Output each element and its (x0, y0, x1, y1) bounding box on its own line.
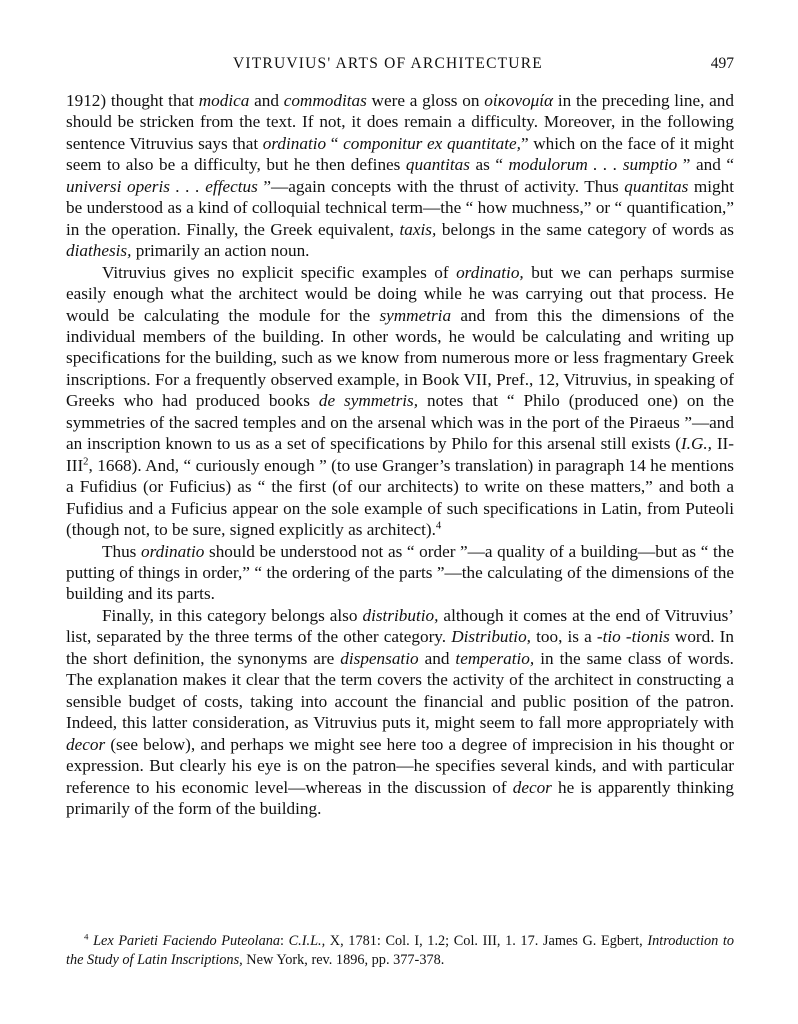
italic-term: ordinatio (141, 541, 205, 561)
italic-term: modica (198, 91, 250, 110)
text-run: and (418, 648, 456, 668)
text-run: although it comes at the end of Vitruvius’ list, separated by the three terms of the other category. (66, 605, 734, 647)
text-run: and (249, 91, 284, 110)
text-run: as “ (469, 155, 509, 175)
text-run: and from this the dimensions of the individual members of the building. In other words, he would be calculating and writing up specifications for the building, such as we know from numerous more or less fragmentary Greek inscriptions. For a frequently observed example, in Book VII, Pref., 12, Vitruvius, in speaking of Greeks who had produced books (66, 305, 734, 411)
italic-term: diathesis, (66, 241, 132, 261)
text-run: primarily an action noun. (131, 241, 310, 261)
text-run: but we can perhaps surmise easily enough what the architect would be doing while he was carrying out that process. He would be calculating the module for the (66, 262, 735, 325)
text-run: (see below), and perhaps we might see here too a degree of imprecision in his thought or expression. But clearly his eye is on the patron—he specifies several kinds, and with particular reference to his economic level—whereas in the discussion of (66, 734, 734, 797)
italic-term: de symmetris, (318, 391, 419, 411)
text-run: New York, rev. 1896, pp. 377-378. (242, 952, 445, 968)
italic-term: taxis, (399, 219, 437, 239)
italic-term: dispensatio (340, 648, 419, 668)
text-run: in the same class of words. The explanation makes it clear that the term covers the activity of the architect in constructing a sensible budget of costs, taking into account the financial and public position of the patron. Indeed, this latter consideration, as Vitruvius puts it, might seem to fall more appropriately with (66, 648, 734, 733)
italic-term: ordinatio (262, 133, 327, 153)
italic-term: commoditas (283, 91, 367, 110)
text-run: should be understood not as “ order ”—a quality of a building—but as “ the putting of things in order,” “ the ordering of the parts ”—the calculating of the dimensions of the building and its parts. (66, 541, 734, 604)
italic-term: symmetria (379, 305, 452, 325)
footnote-marker: 2 (83, 456, 89, 468)
paragraph (66, 90, 734, 262)
text-run: ” which on the face of it might seem to also be a difficulty, but he then defines (66, 133, 734, 175)
paragraph (66, 541, 734, 605)
italic-term: Distributio, (451, 627, 531, 647)
footnote-marker: 4 (84, 931, 89, 942)
text-run: word. In the short definition, the synonyms are (66, 627, 734, 668)
page-number: 497 (710, 55, 734, 72)
italic-term: C.I.L., (288, 933, 326, 949)
italic-term: decor (512, 777, 552, 797)
italic-term: temperatio, (455, 648, 535, 668)
running-title: VITRUVIUS' ARTS OF ARCHITECTURE (233, 55, 543, 72)
text-run: Vitruvius gives no explicit specific examples of (102, 262, 457, 282)
italic-term: quantitas (624, 176, 689, 196)
text-run: were a gloss on (366, 91, 485, 110)
text-run: ”—again concepts with the thrust of activity. Thus (257, 176, 625, 196)
text-run: X, 1781: Col. I, 1.2; Col. III, 1. 17. James G. Egbert, (325, 933, 648, 949)
footnote-marker: 4 (435, 520, 442, 532)
page-header (66, 55, 734, 79)
text-run: 1912) thought that (66, 91, 199, 110)
text-run: he is apparently thinking primarily of the form of the building. (66, 777, 734, 818)
text-run: ” and “ (677, 155, 734, 175)
text-run: in the preceding line, and should be stricken from the text. If not, it does remain a difficulty. Moreover, in the following sentence Vitruvius says that (66, 91, 734, 153)
text-run: : (280, 933, 289, 949)
italic-term: componitur ex quantitate, (343, 133, 521, 153)
italic-term: Lex Parieti Faciendo Puteolana (93, 933, 281, 949)
text-run: Finally, in this category belongs also (102, 605, 363, 625)
italic-term: -tio -tionis (596, 627, 670, 647)
paragraph (66, 605, 734, 820)
italic-term: ordinatio, (456, 262, 524, 282)
paragraph (66, 262, 734, 541)
italic-term: distributio, (362, 605, 439, 625)
text-run: “ (326, 133, 344, 153)
italic-term: οἰκονομία (484, 91, 554, 110)
text-run: too, is a (530, 627, 597, 647)
text-run: , 1668). And, “ curiously enough ” (to use Granger’s translation) in paragraph 14 he mentions a Fufidius (or Fuficius) as “ the first (of our architects) to write on these matters,” and both a Fufidius and a Fuficius appear on the sole example of such specifications in Latin, from Puteoli (though not, to be sure, signed explicitly as architect). (66, 455, 734, 540)
footnote-text (66, 932, 734, 970)
footnote (66, 932, 734, 970)
italic-term: I.G., (680, 434, 712, 454)
text-run: Thus (102, 541, 142, 561)
text-run: II-III (66, 434, 734, 475)
text-run: might be understood as a kind of colloquial technical term—the “ how muchness,” or “ quantification,” in the operation. Finally, the Greek equivalent, (66, 176, 735, 239)
text-run: belongs in the same category of words as (436, 219, 734, 239)
italic-term: modulorum . . . sumptio (508, 155, 678, 175)
italic-term: universi operis . . . effectus (66, 176, 258, 196)
text-run: notes that “ Philo (produced one) on the symmetries of the sacred temples and on the arsenal which was in the port of the Piraeus ”—and an inscription known to us as a set of specifications by Philo for this arsenal still exists ( (66, 391, 734, 454)
italic-term: quantitas (405, 155, 470, 175)
italic-term: decor (66, 734, 106, 754)
italic-term: Introduction to the Study of Latin Inscriptions, (66, 933, 734, 968)
body-text (66, 90, 734, 819)
